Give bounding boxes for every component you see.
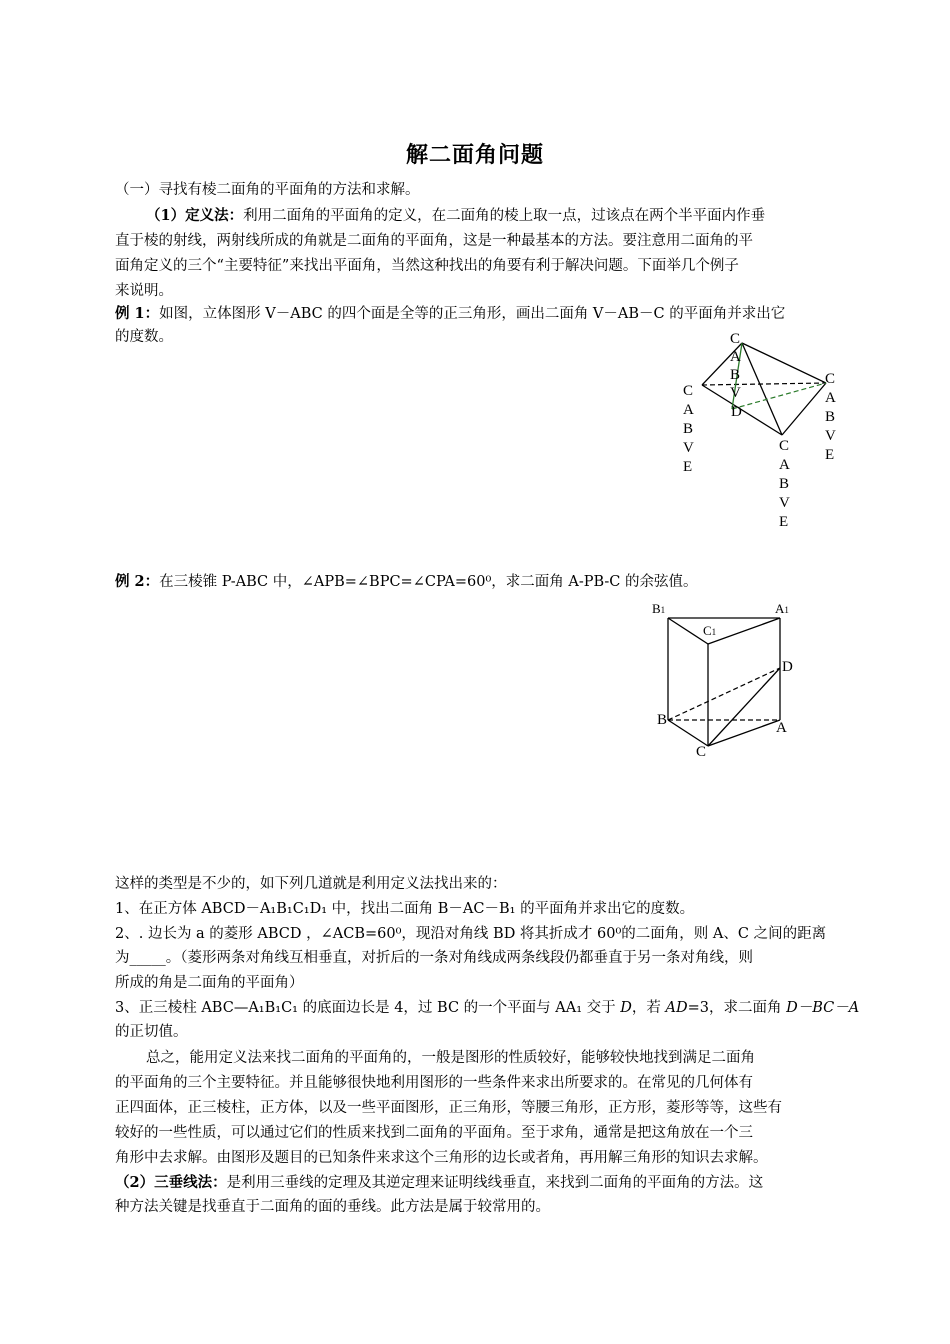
paragraph-line: 的度数。	[115, 329, 173, 345]
vertex-label-c: C	[696, 744, 707, 760]
example-1	[115, 304, 785, 324]
edge	[782, 383, 826, 435]
page-title: 解二面角问题	[405, 142, 544, 168]
example-text: 在三棱锥 P-ABC 中，∠APB=∠BPC=∠CPA=60⁰，求二面角 A-PB-C 的余弦值。	[159, 574, 698, 590]
method-2-line	[115, 1173, 763, 1193]
edge	[702, 385, 782, 435]
edge	[668, 720, 708, 746]
method-label: （1）定义法：	[146, 207, 244, 224]
paragraph-line: 的正切值。	[115, 1024, 188, 1040]
paragraph-text: 利用二面角的平面角的定义，在二面角的棱上取一点，过该点在两个半平面内作垂	[243, 208, 766, 224]
exercise-1: 1、在正方体 ABCD－A₁B₁C₁D₁ 中，找出二面角 B－AC－B₁ 的平面角并求出它的度数。	[115, 901, 695, 917]
vertex-label-a: A	[776, 720, 787, 736]
paragraph-line: 面角定义的三个“主要特征”来找出平面角，当然这种找出的角要有利于解决问题。下面举几个例子	[115, 258, 739, 274]
edge	[708, 668, 780, 746]
paragraph-line: 的平面角的三个主要特征。并且能够很快地利用图形的一些条件来求出所要求的。在常见的几何体有	[115, 1075, 753, 1091]
hidden-edge	[668, 668, 780, 720]
vertex-label-bottom: C A B V E	[779, 438, 790, 530]
method-label: （2）三垂线法：	[115, 1174, 227, 1191]
vertex-label-top: C A B V	[730, 331, 741, 401]
example-label: 例 2：	[115, 573, 160, 590]
edge	[708, 618, 780, 644]
vertex-label-d: D	[731, 404, 742, 420]
paragraph-line: 较好的一些性质，可以通过它们的性质来找到二面角的平面角。至于求角，通常是把这角放在一个三	[115, 1125, 753, 1141]
vertex-label-right: C A B V E	[825, 371, 836, 463]
vertex-label-a1: A1	[775, 601, 789, 616]
example-2	[115, 572, 698, 592]
vertex-label-b1: B1	[652, 601, 666, 616]
paragraph-line: 角形中去求解。由图形及题目的已知条件来求这个三角形的边长或者角，再用解三角形的知识去求解。	[115, 1150, 768, 1166]
paragraph-line: 正四面体，正三棱柱，正方体，以及一些平面图形，正三角形，等腰三角形，正方形，菱形等等，这些有	[115, 1100, 782, 1116]
paragraph-line: 所成的角是二面角的平面角）	[115, 975, 304, 991]
paragraph-line: 来说明。	[115, 283, 173, 299]
hidden-edge	[702, 383, 826, 385]
edge	[742, 343, 782, 435]
paragraph-line: 为_____。（菱形两条对角线互相垂直，对折后的一条对角线成两条线段仍都垂直于另一条对角线，则	[115, 950, 753, 966]
vertex-label-left: C A B V E	[683, 383, 694, 475]
section-heading: （一）寻找有棱二面角的平面角的方法和求解。	[115, 182, 420, 198]
paragraph-line: 总之，能用定义法来找二面角的平面角的，一般是图形的性质较好，能够较快地找到满足二面角	[146, 1050, 755, 1066]
edge	[742, 343, 826, 383]
exercise-3: 3、正三棱柱 ABC—A₁B₁C₁ 的底面边长是 4，过 BC 的一个平面与 AA₁ 交于 D，若 AD=3，求二面角 D－BC－A	[115, 1000, 860, 1016]
angle-line-hidden	[732, 383, 826, 409]
edge	[668, 618, 708, 644]
paragraph-text: 是利用三垂线的定理及其逆定理来证明线线垂直，来找到二面角的平面角的方法。这	[226, 1175, 764, 1191]
vertex-label-d: D	[782, 659, 793, 675]
exercise-2: 2、. 边长为 a 的菱形 ABCD ，∠ACB=60⁰，现沿对角线 BD 将其折成才 60⁰的二面角，则 A、C 之间的距离	[115, 926, 827, 942]
paragraph-line: 种方法关键是找垂直于二面角的面的垂线。此方法是属于较常用的。	[115, 1199, 550, 1215]
paragraph-line: 直于棱的射线，两射线所成的角就是二面角的平面角，这是一种最基本的方法。要注意用二面角的平	[115, 233, 753, 249]
figure-prism	[660, 610, 790, 750]
example-label: 例 1：	[115, 305, 160, 322]
example-text: 如图，立体图形 V－ABC 的四个面是全等的正三角形，画出二面角 V－AB－C 的平面角并求出它	[159, 306, 786, 322]
edge	[708, 720, 780, 746]
vertex-label-c1: C1	[703, 623, 717, 638]
paragraph-line: 这样的类型是不少的，如下列几道就是利用定义法找出来的：	[115, 876, 507, 892]
paragraph-line	[146, 206, 765, 226]
vertex-label-b: B	[657, 712, 668, 728]
